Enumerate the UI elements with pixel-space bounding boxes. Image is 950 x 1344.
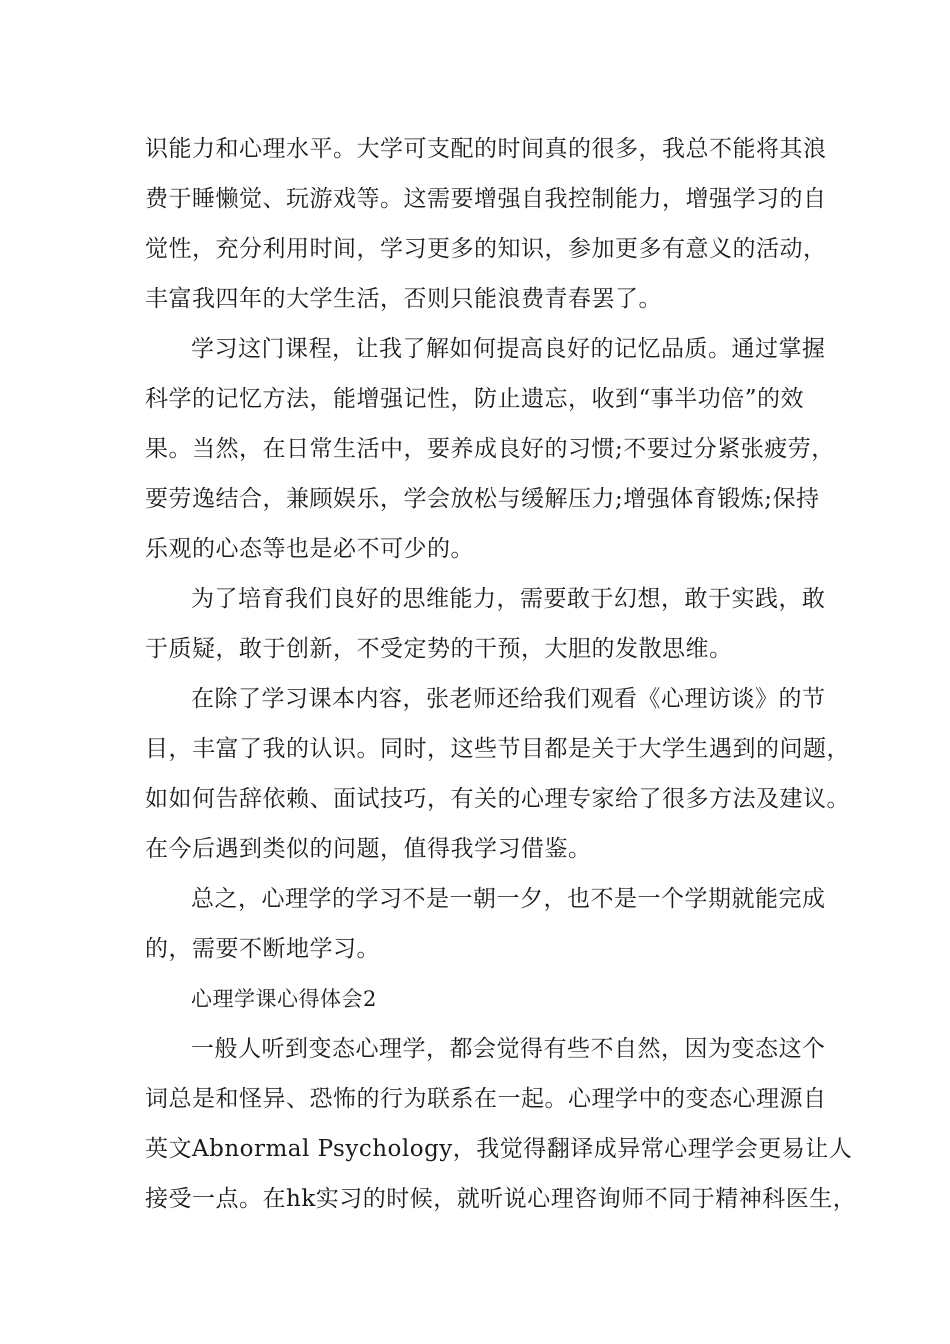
text-line: 接受一点。在hk实习的时候，就听说心理咨询师不同于精神科医生，: [145, 1186, 857, 1212]
document-body: [145, 124, 857, 1224]
paragraph-first-line: 一般人听到变态心理学，都会觉得有些不自然，因为变态这个: [191, 1036, 826, 1062]
text-line: 科学的记忆方法，能增强记性，防止遗忘，收到“事半功倍”的效: [145, 386, 805, 412]
paragraph-first-line: 在除了学习课本内容，张老师还给我们观看《心理访谈》的节: [191, 686, 826, 712]
paragraph-first-line: 学习这门课程，让我了解如何提高良好的记忆品质。通过掌握: [191, 336, 826, 362]
text-line: 词总是和怪异、恐怖的行为联系在一起。心理学中的变态心理源自: [145, 1086, 827, 1112]
text-line: 丰富我四年的大学生活，否则只能浪费青春罢了。: [145, 286, 662, 312]
text-line: 于质疑，敢于创新，不受定势的干预，大胆的发散思维。: [145, 636, 733, 662]
text-line: 在今后遇到类似的问题，值得我学习借鉴。: [145, 836, 592, 862]
paragraph-first-line: 总之，心理学的学习不是一朝一夕，也不是一个学期就能完成: [191, 886, 826, 912]
text-line: 识能力和心理水平。大学可支配的时间真的很多，我总不能将其浪: [145, 136, 827, 162]
text-line: 目，丰富了我的认识。同时，这些节目都是关于大学生遇到的问题，: [145, 736, 850, 762]
text-line: 果。当然，在日常生活中，要养成良好的习惯;不要过分紧张疲劳，: [145, 436, 835, 462]
paragraph-first-line: 为了培育我们良好的思维能力，需要敢于幻想，敢于实践，敢: [191, 586, 826, 612]
text-line: 要劳逸结合，兼顾娱乐，学会放松与缓解压力;增强体育锻炼;保持: [145, 486, 820, 512]
text-line: 英文Abnormal Psychology，我觉得翻译成异常心理学会更易让人: [145, 1136, 853, 1162]
section-heading: 心理学课心得体会2: [191, 987, 377, 1011]
text-line: 的，需要不断地学习。: [145, 936, 380, 962]
text-line: 费于睡懒觉、玩游戏等。这需要增强自我控制能力，增强学习的自: [145, 186, 827, 212]
text-line: 如如何告辞依赖、面试技巧，有关的心理专家给了很多方法及建议。: [145, 786, 850, 812]
text-line: 乐观的心态等也是必不可少的。: [145, 536, 474, 562]
text-line: 觉性，充分利用时间，学习更多的知识，参加更多有意义的活动，: [145, 236, 827, 262]
